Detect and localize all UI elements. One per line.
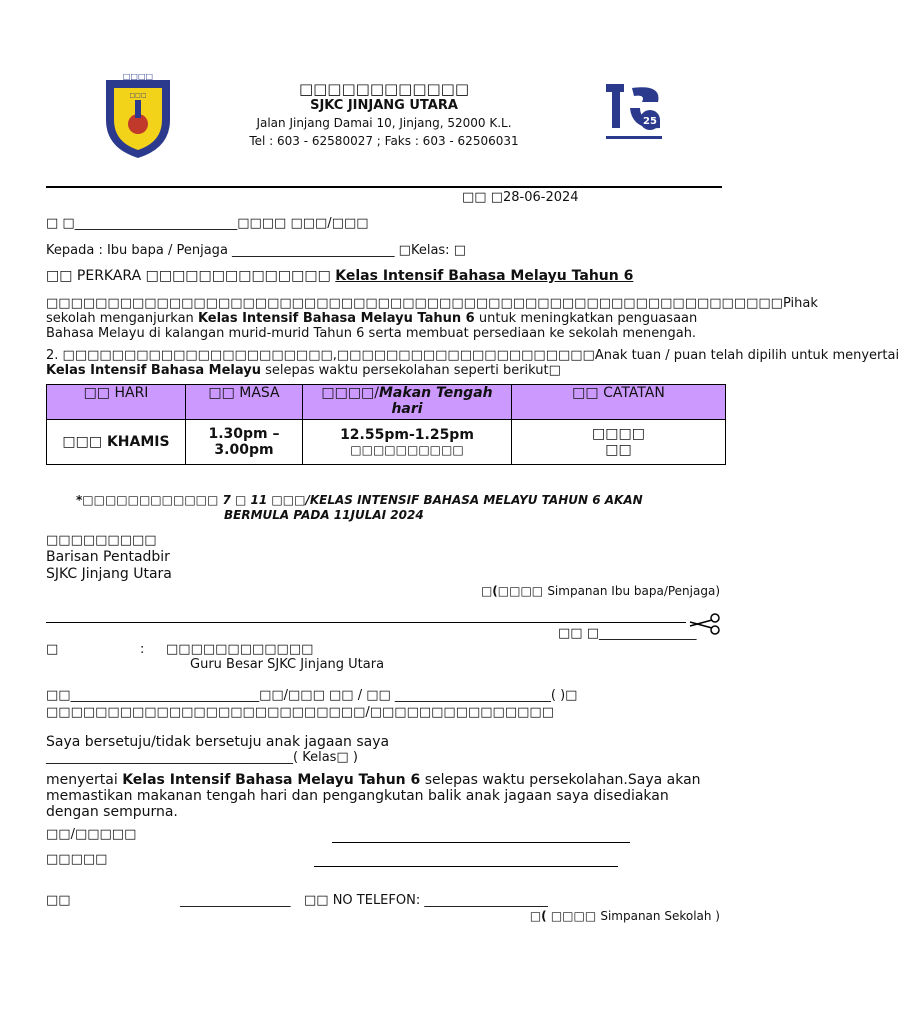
cell-catatan-2: □□: [605, 442, 632, 458]
school-contact: Tel : 603 - 62580027 ; Faks : 603 - 62506031: [249, 134, 519, 148]
perkara-title: Kelas Intensif Bahasa Melayu Tahun 6: [335, 268, 634, 284]
reply-to-colon: :: [140, 642, 145, 657]
sig2-label: □□□□□: [46, 852, 108, 867]
para1-text-c: untuk meningkatkan penguasaan: [474, 311, 698, 326]
reply-date-label: □□: [46, 893, 71, 908]
para1-line1: □□□□□□□□□□□□□□□□□□□□□□□□□□□□□□□□□□□□□□□□□□□□□□□□□□□□□□□□□□□□Pihak: [46, 296, 818, 311]
para2-text-bold: Kelas Intensif Bahasa Melayu: [46, 363, 261, 378]
header-makan-italic: Makan Tengah hari: [379, 385, 493, 417]
header-makan: [303, 385, 512, 420]
header-hari: □□ HARI: [47, 385, 186, 420]
header-divider: [46, 186, 722, 188]
reply-line-c: memastikan makanan tengah hari dan pengangkutan balik anak jagaan saya disediakan: [46, 788, 669, 804]
logo-right-number: 25: [643, 116, 657, 127]
notice-line1: [76, 493, 643, 507]
notice-text-a: *□□□□□□□□□□□□: [76, 493, 223, 507]
cell-masa: 1.30pm – 3.00pm: [186, 420, 303, 465]
reply-guru-besar: Guru Besar SJKC Jinjang Utara: [190, 657, 385, 672]
reply-line-a: □□_____________________________□□/□□□ □□ / □□ ________________________( )□: [46, 688, 578, 703]
para1-text-a: sekolah menganjurkan: [46, 311, 198, 326]
signoff-school: SJKC Jinjang Utara: [46, 566, 172, 582]
sig2-line: [314, 866, 618, 867]
schedule-table: [46, 384, 726, 465]
header-masa: □□ MASA: [186, 385, 303, 420]
notice-line2: BERMULA PADA 11JULAI 2024: [224, 508, 424, 522]
reply-line-d: dengan sempurna.: [46, 804, 178, 820]
para1-text-bold: Kelas Intensif Bahasa Melayu Tahun 6: [197, 311, 475, 326]
cell-catatan-1: □□□□: [592, 426, 645, 442]
reply-menyertai: [46, 772, 701, 788]
cell-catatan: [512, 420, 726, 465]
reply-date-blank: _________________: [180, 893, 291, 908]
table-row: [47, 420, 726, 465]
perkara-line: [46, 268, 633, 284]
cell-makan-time: 12.55pm-1.25pm: [340, 427, 474, 443]
header-makan-cn: □□□□/: [321, 385, 379, 401]
keep-school-text: Simpanan Sekolah ): [600, 909, 720, 923]
school-name: SJKC JINJANG UTARA: [310, 98, 458, 113]
para1-line2: [46, 311, 697, 326]
cell-makan: [303, 420, 512, 465]
reply-setuju: Saya bersetuju/tidak bersetuju anak jagaan saya: [46, 734, 390, 750]
keep-parent-text: Simpanan Ibu bapa/Penjaga): [547, 584, 720, 598]
school-name-cn: □□□□□□□□□□□□: [298, 80, 470, 98]
cut-line: [46, 622, 686, 623]
cell-hari: □□□ KHAMIS: [47, 420, 186, 465]
to-line: □ □_________________________□□□□ □□□/□□□: [46, 216, 369, 231]
notice-text-b: 7 □ 11 □□□/KELAS INTENSIF BAHASA MELAYU TAHUN 6 AKAN: [222, 493, 643, 507]
reply-menyertai-bold: Kelas Intensif Bahasa Melayu Tahun 6: [122, 772, 421, 788]
reply-phone: □□ NO TELEFON: ___________________: [304, 893, 548, 908]
header-catatan: □□ CATATAN: [512, 385, 726, 420]
para2-line2: [46, 363, 561, 378]
school-address: Jalan Jinjang Damai 10, Jinjang, 52000 K.L.: [256, 116, 512, 130]
reply-kelas-line: ______________________________________( Kelas□ ): [46, 750, 358, 765]
reply-to-label: □: [46, 642, 59, 657]
signoff-cn: □□□□□□□□□: [46, 533, 157, 548]
sig1-line: [332, 842, 630, 843]
keep-parent-label: [481, 584, 720, 598]
reply-menyertai-a: menyertai: [46, 772, 123, 788]
keep-school-label: [530, 909, 720, 923]
kepada-line: Kepada : Ibu bapa / Penjaga _________________________ □Kelas: □: [46, 243, 466, 258]
reply-menyertai-c: selepas waktu persekolahan.Saya akan: [420, 772, 701, 788]
para1-line3: Bahasa Melayu di kalangan murid-murid Tahun 6 serta membuat persediaan ke sekolah menengah.: [46, 326, 697, 341]
cell-makan-note: □□□□□□□□□□: [350, 443, 464, 457]
reply-date: □□ □_______________: [558, 626, 697, 641]
para2-text-b: selepas waktu persekolahan seperti berikut□: [260, 363, 561, 378]
para2-line1: 2. □□□□□□□□□□□□□□□□□□□□□□,□□□□□□□□□□□□□□□□□□□□□Anak tuan / puan telah dipilih untuk menyertai: [46, 348, 899, 363]
keep-school-prefix: □( □□□□: [529, 909, 601, 923]
keep-parent-prefix: □(□□□□: [480, 584, 548, 598]
table-header-row: [47, 385, 726, 420]
perkara-prefix: □□ PERKARA □□□□□□□□□□□□□□: [46, 268, 336, 284]
signoff-role: Barisan Pentadbir: [46, 549, 170, 565]
sig1-label: □□/□□□□□: [46, 827, 137, 842]
reply-to-name-cn: □□□□□□□□□□□□: [166, 642, 314, 657]
reply-line-b: □□□□□□□□□□□□□□□□□□□□□□□□□□/□□□□□□□□□□□□□□□: [46, 705, 554, 720]
logo-left-inner: □□□: [129, 92, 147, 99]
logo-left-text: □□□□: [122, 72, 154, 81]
letter-date: □□ □28-06-2024: [462, 190, 579, 205]
